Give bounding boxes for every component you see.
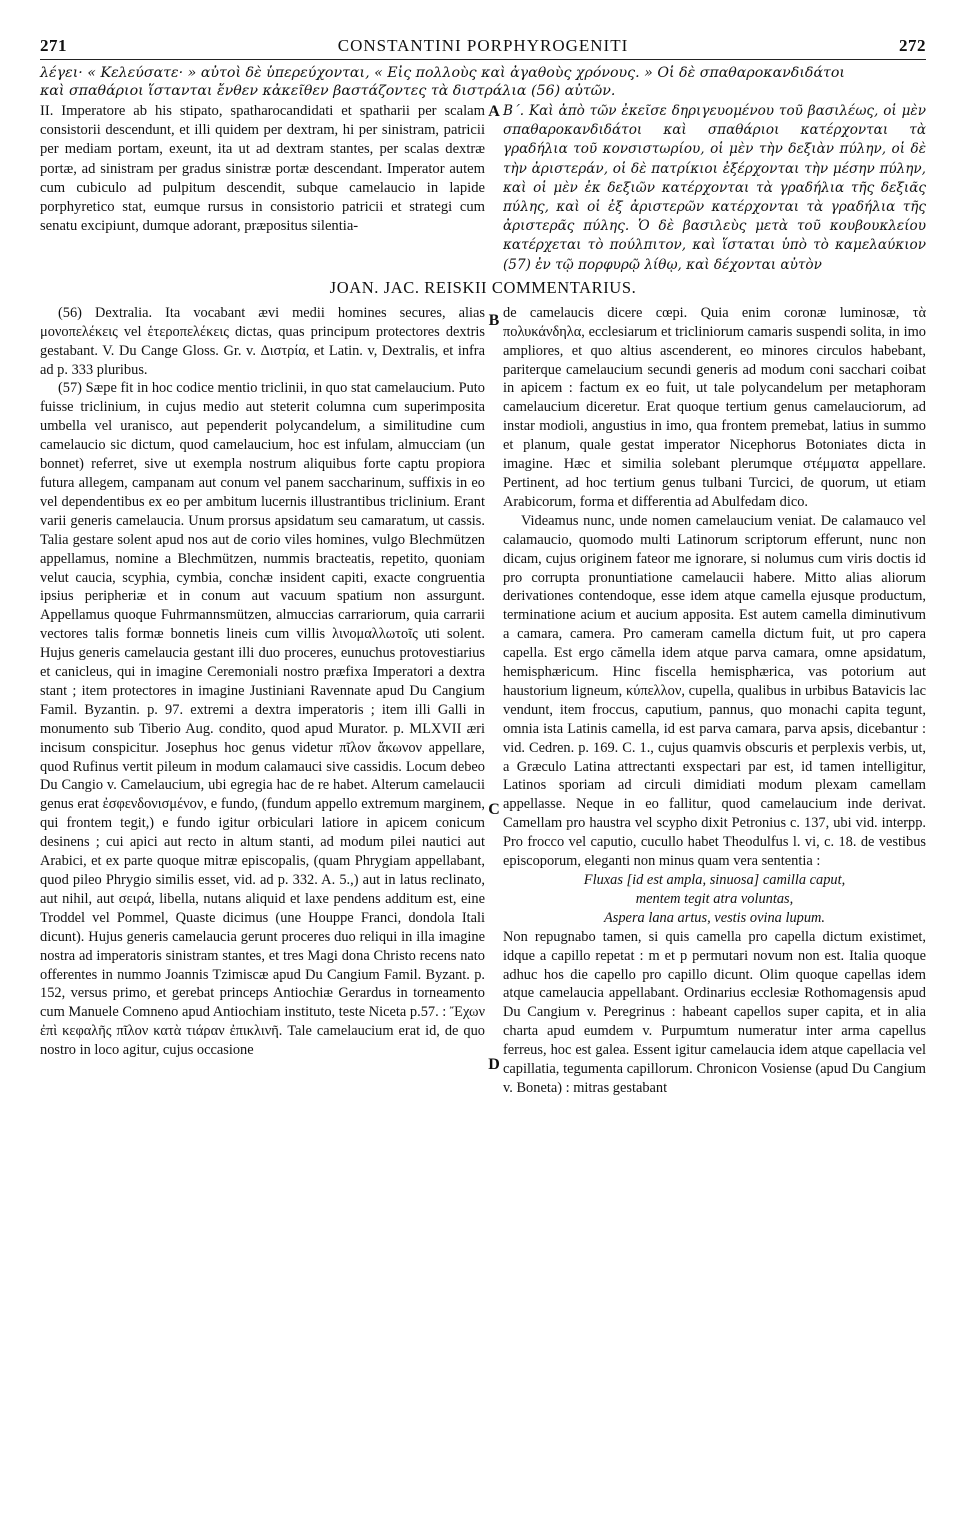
- commentary-right-column: [503, 304, 926, 1098]
- margin-marker-b: B: [488, 311, 500, 329]
- verse-line: Aspera lana artus, vestis ovina lupum.: [603, 909, 826, 926]
- commentary-paragraph: Non repugnabo tamen, si quis camella pro capella dictum existimet, idque a capillo repetat : m et p permutari novum non est. Italia quoque adhuc hos die capello pro capillo dicunt. Olim quoque capellas idem atque camelaucia appellabant. Ordinarius ecclesiæ Rothomagensis apud Du Cangium v. Peregrinus : habeant capellos super capita, et in alia charta apud eumdem v. Purpumtum numeratur inter arma capellus ferreus, hoc est galea. Essent igitur camelaucia idem atque capellacia vel capillatia, tegumenta capillorum. Chronicon Vosiense (apud Du Cangium v. Boneta) : mitras gestabant: [503, 928, 926, 1096]
- latin-paragraph: II. Imperatore ab his stipato, spatharocandidati et spatharii per scalam consistorii descendunt, et illi quidem per dextram, hi per sinistram, patricii per mediam portam, exeunt, ita ut ad dextram stantes, per scalas dextræ portæ, ad sinistram per gradus sinistræ portæ descendant. Imperator autem cum cubiculo ad pulpitum descendit, subque camelaucio in lapide porphyretico stat, eumque rursus in consistorio patricii et strategi cum senatu excipiunt, dumque adorant, præpositus silentia-: [40, 103, 485, 235]
- greek-column: [503, 102, 926, 275]
- greek-paragraph: Β΄. Καὶ ἀπὸ τῶν ἐκεῖσε δηριγευομένου τοῦ βασιλέως, οἱ μὲν σπαθαροκανδιδάτοι καὶ σπαθάριοι κατέρχονται τὰ γραδήλια τοῦ κονσιστωρίου, οἱ μὲν τὴν δεξιὰν πύλην, οἱ δὲ τὴν ἀριστεράν, οἱ δὲ πατρίκιοι ἐξέρχονται τὴν μέσην πύλην, καὶ οἱ μὲν ἐκ δεξιῶν κατέρχονται τὰ γραδήλια τῆς δεξιᾶς πύλης, καὶ οἱ ἐξ ἀριστερῶν κατέρχονται τὰ γραδήλια τῆς ἀριστερᾶς πύλης. Ὁ δὲ βασιλεὺς μετὰ τοῦ κουβουκλείου κατέρχεται τὸ πούλπιτον, καὶ ἵσταται ὑπὸ τὸ καμελαύκιον (57) ἐν τῷ πορφυρῷ λίθῳ, καὶ δέχονται αὐτὸν: [503, 103, 926, 273]
- greek-intro: [40, 64, 926, 100]
- page-header: [40, 36, 926, 60]
- running-title: CONSTANTINI PORPHYROGENITI: [337, 36, 629, 55]
- margin-marker-c: C: [488, 800, 500, 818]
- greek-intro-line: καὶ σπαθάριοι ἵστανται ἔνθεν κἀκεῖθεν βαστάζοντες τὰ διστράλια (56) αὐτῶν.: [40, 83, 616, 99]
- verse-line: mentem tegit atra voluntas,: [635, 890, 794, 907]
- commentary-paragraph: de camelaucis dicere cœpi. Quia enim coronæ luminosæ, τὰ πολυκάνδηλα, ecclesiarum et tricliniorum camaris suspendi solita, in imo ampliores, et quo altius ascenderent, eo minores circulos habebant, pariterque camelaucium secundi generis ad modum coni sacchari coibat in apicem : factum ex eo fuit, ut tale polycandelum per metaphoram camelaucium diceretur. Erat quoque tertium genus camelauciorum, ad instar modioli, angustius in imo, qua frontem premebat, latius in summo et planum, quale gestat imperator Nicephorus Botoniates dicta in imagine. Hæc et similia solebant plerumque στέμματα appellare. Pertinent, ad hoc tertium genus tulbani Turcici, de quorum, ut etiam Arabicorum, forma et differentia ad Abulfedam dico.: [503, 304, 926, 510]
- commentary-heading: JOAN. JAC. REISKII COMMENTARIUS.: [329, 277, 637, 297]
- left-page-number: 271: [40, 36, 67, 55]
- note-56: (56) Dextralia. Ita vocabant ævi medii homines secures, alias μονοπελέκεις vel ἑτεροπελέκεις dictas, quas principum protectores dextris gestabant. V. Du Cange Gloss. Gr. v. Διστρία, et Latin. v, Dextralis, et infra ad p. 333 pluribus.: [40, 304, 485, 378]
- note-57: (57) Sæpe fit in hoc codice mentio triclinii, in quo stat camelaucium. Puto fuisse triclinium, in cujus medio aut steterit columna cum superimposita umbella vel uranisco, aut pependerit polycandelum, a similitudine cum camelaucio sic dictum, quod camelaucium, hoc est infulam, almucciam (un bonnet) referret, sive ut exempla nostrum aliquibus forte captu propiora futura allegem, campanam aut conum vel panem saccharinum, suffixis in eo vel dependentibus ex eo per ambitum lucernis illustrantibus triclinium. Erant varii generis camelaucia. Unum prorsus apsidatum seu camaratum, ut cassis. Talia gestare solent apud nos aut de corio viles homines, vulgo Blechmützen appellamus, nomine a Blechmützen, nummis bracteatis, repetito, quoniam velut caucia, scyphia, cymbia, conchæ insident capiti, exacte congruentia ipsius peripheriæ et in conum aut vacuum spatium non assurgunt. Appellamus quoque Fuhrmannsmützen, almuccias carrariorum, quia carrarii vectores talis formæ bonnetis lineis cum villis λινομαλλωτοῖς uti solent. Hujus generis camelaucia gestant illi duo proceres, eunuchus protovestiarius et canicleus, qui in imagine Ceremoniali nostro præfixa Imperatori a dextra stant ; item protectores in imagine Justiniani Ravennate apud Du Cangium Famil. Byzantin. p. 97. extremi a dextra imperatoris ; item illi Galli in monumento sub Tiberio Aug. condito, quod apud Murator. p. MLXVII æri incisum conspicitur. Josephus hoc genus videtur πῖλον ἄκωνον appellare, quod Rufinus vertit pileum in modum calamauci sive cassidis. Locum debeo Du Cangio v. Camelaucium, ubi egregia hac de re habet. Alterum camelaucii genus erat ἐσφενδονισμένον, e fundo, (fundum appello extremum marginem, qui frontem tegit,) e fundo igitur orbiculari latiore in apicem conicum desinens ; cui apici aut recto in altum stanti, ad modum pilei nautici aut Arabici, et ex parte quoque mitræ episcopalis, (quam Phrygiam appellabant, quod pileo Phrygio similis esset, vid. ad p. 332. A. 5.,) aut in latus reclinato, aut nihil, aut σειρά, libella, nutans aliquid et laxe pendens additum est, eine Troddel vel Pommel, Quaste dicimus (une Houppe Franci, dondola Itali dicunt). Hujus generis camelaucia gerunt proceres duo reliqui in illa imagine nostra ad imperatoris sinistram stantes, et tres Magi dona Christo recens nato offerentes in nummo Joannis Tzimiscæ apud Du Cangium Famil. Byzant. p. 152, versus primo, et gerebat princeps Antiochiæ Gerardus in torneamento cum Manuele Comneno apud Antiochiam instituto, teste Niceta p.57. : Ἔχων ἐπὶ κεφαλῆς πῖλον κατὰ τιάραν ἐπικλινῆ. Tale camelaucium erat id, de quo nostro in loco agitur, cujus occasione: [40, 380, 485, 1059]
- margin-markers: [485, 304, 503, 1098]
- book-page: [40, 36, 926, 1098]
- verse-line: Fluxas [id est ampla, sinuosa] camilla caput,: [583, 872, 846, 889]
- commentary: [40, 304, 926, 1098]
- greek-intro-line: λέγει· « Κελεύσατε· » αὐτοὶ δὲ ὑπερεύχονται, « Εἰς πολλοὺς καὶ ἀγαθοὺς χρόνους. » Οἱ δὲ σπαθαροκανδιδάτοι: [40, 65, 845, 81]
- commentary-paragraph: Videamus nunc, unde nomen camelaucium veniat. De calamauco vel calamaucio, quomodo multi Latinorum scriptorum efferunt, nunc non dicam, cujus originem fateor me ignorare, si nolumus cum viris doctis id pro corrupta pronuntiatione camelaucii habere. Mitto alias aliorum derivationes contendoque, esse idem atque camella ejusque productum, terminatione acium et aucium apposita. Est autem camella diminutivum a camara, camera. Pro cameram camella dictum fuit, ut pro capera capella. Est ergo cămella idem atque parva camara, omne apsidatum, hemisphæricum. Hinc fiscella hemisphærica, vas potorium aut haustorium ligneum, κύπελλον, cupella, qualibus in urbibus Batavicis lac vendunt, item froccus, caputium, pannus, quo monachi capita tegunt, omnia ista Latinis camella, id est parva camara, parva apsis, dicebantur : vid. Cedren. p. 169. C. 1., cujus quamvis obscuris et perplexis verbis, ut, a Græculo Latina attrectanti exspectari par est, id tamen intelligitur, Latinos sporiam ad circuli dimidiati modum plexam camellam appellasse. Neque in eo fallitur, quod camelaucium inde derivat. Camellam pro haustra vel scypho dixit Petronius c. 137, ubi vid. interpp. Pro frocco vel caputio, cucullo habet Theodulfus l. vi, c. 18. de vestibus episcoporum, eleganti non minus quam vera sententia :: [503, 512, 926, 870]
- parallel-text: [40, 102, 926, 275]
- commentary-left-column: [40, 304, 485, 1098]
- margin-marker-d: D: [488, 1055, 500, 1073]
- latin-column: [40, 102, 485, 275]
- margin-marker-a: A: [488, 103, 500, 120]
- right-page-number: 272: [899, 36, 926, 55]
